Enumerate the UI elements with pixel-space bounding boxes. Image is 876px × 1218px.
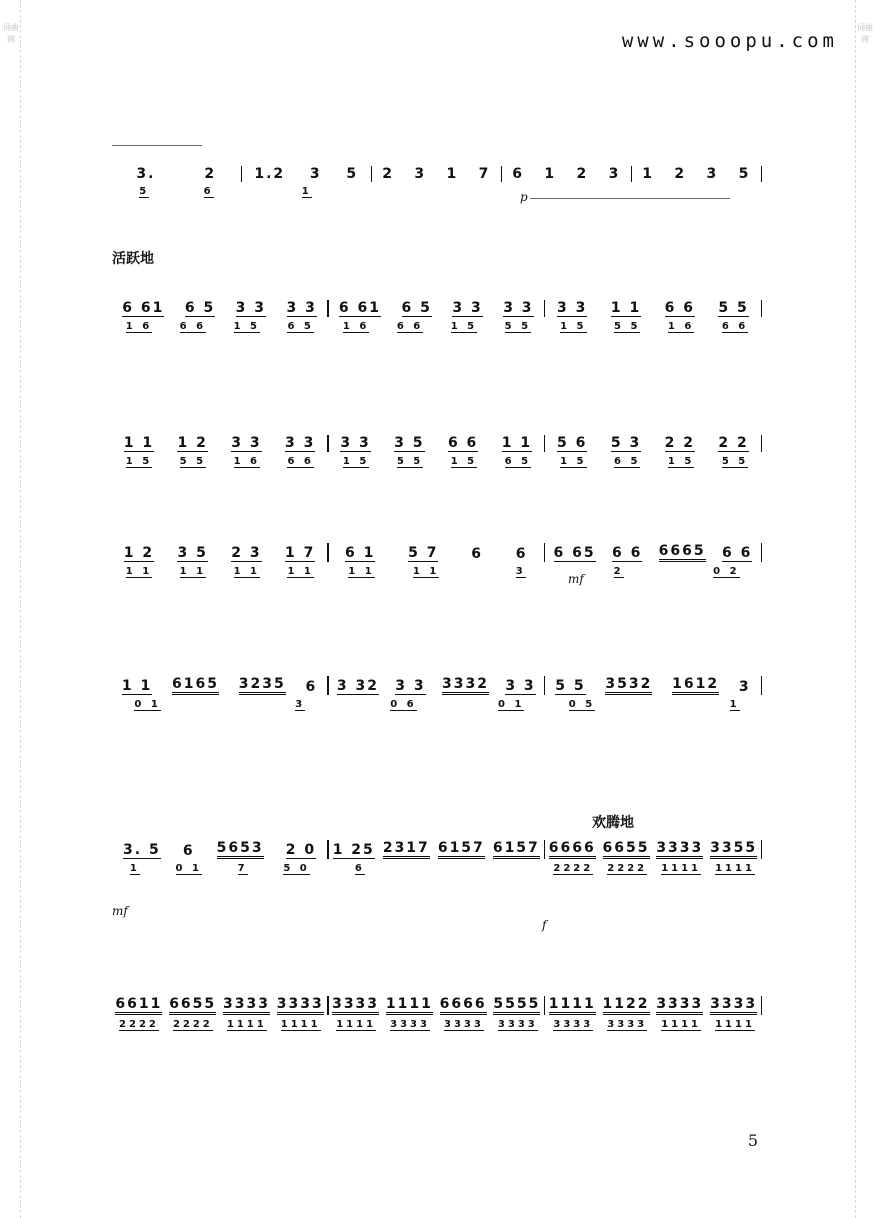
melody-note: 6157	[493, 840, 540, 859]
bass-note: 5 5	[396, 456, 424, 467]
bass-note: 1111	[715, 1019, 755, 1030]
melody-note: 2 0	[285, 842, 317, 858]
melody-note: 7	[478, 166, 491, 182]
melody-note: 3 3	[395, 678, 426, 694]
bass-measure	[329, 321, 545, 333]
melody-note: 6157	[438, 840, 485, 859]
bass-row	[112, 1019, 762, 1031]
barline	[761, 996, 763, 1015]
melody-row	[112, 543, 762, 562]
bass-measure	[242, 186, 371, 198]
site-url-watermark: www.sooopu.com	[621, 30, 838, 52]
melody-line	[112, 993, 762, 1015]
melody-note: 1 7	[285, 545, 316, 561]
bass-line	[112, 863, 762, 883]
measure	[545, 300, 760, 317]
bass-note: 5 5	[504, 321, 532, 332]
melody-note: 3333	[277, 996, 324, 1015]
top-rule	[112, 145, 202, 146]
bass-note: 0 1	[134, 699, 161, 710]
bass-note: 1 6	[125, 321, 153, 332]
melody-note: 1122	[603, 996, 650, 1015]
system-1	[112, 160, 762, 206]
system-5	[112, 673, 762, 719]
bass-note: 1111	[226, 1019, 267, 1030]
bass-note: 5 5	[179, 456, 207, 467]
melody-note: 6666	[549, 840, 596, 859]
bass-measure	[546, 699, 762, 711]
melody-note: 3 3	[235, 300, 267, 316]
measure	[329, 545, 544, 562]
measure	[329, 996, 544, 1015]
melody-row	[112, 676, 762, 695]
bass-measure	[546, 566, 762, 578]
bass-row	[112, 186, 762, 198]
melody-note: 2 2	[664, 435, 695, 451]
melody-note: 6 5	[401, 300, 432, 316]
melody-note: 5	[738, 166, 751, 182]
system-4	[112, 540, 762, 586]
melody-note: 1	[446, 166, 459, 182]
bass-note: 0 6	[390, 699, 417, 710]
bass-note: 2222	[607, 863, 648, 874]
melody-note: 6 6	[447, 435, 479, 451]
bass-note: 2222	[553, 863, 594, 874]
measure	[545, 435, 760, 452]
melody-note: 2	[204, 166, 217, 182]
melody-note: 1111	[549, 996, 596, 1015]
measure	[545, 543, 760, 562]
bass-note: 6 6	[396, 321, 424, 332]
barline	[761, 300, 763, 317]
melody-note: 3 32	[336, 678, 379, 694]
melody-note: 3	[608, 166, 621, 182]
melody-note: 3 3	[285, 435, 316, 451]
melody-note: 3 3	[231, 435, 262, 451]
melody-note: 2	[674, 166, 687, 182]
page-number: 5	[747, 1131, 758, 1150]
melody-note: 6	[182, 843, 195, 859]
bass-note: 1	[129, 863, 140, 874]
barline	[761, 676, 763, 695]
melody-note: 6	[305, 679, 318, 695]
bass-row	[112, 863, 762, 875]
bass-note: 7	[237, 863, 248, 874]
melody-note: 3 3	[452, 300, 483, 316]
melody-note: 3 3	[505, 678, 536, 694]
bass-note: 1 1	[412, 566, 440, 577]
bass-note: 1111	[661, 1019, 702, 1030]
measure	[112, 840, 327, 859]
melody-note: 1 1	[501, 435, 533, 451]
watermark-glyphs: 词曲网	[857, 23, 873, 44]
melody-row	[112, 996, 762, 1015]
melody-note: 3	[738, 679, 751, 695]
melody-note: 6611	[115, 996, 162, 1015]
melody-note: 3. 5	[123, 842, 161, 858]
melody-note: 5653	[217, 840, 264, 859]
melody-note: 6 6	[611, 545, 643, 561]
bass-note: 2222	[119, 1019, 159, 1030]
melody-note: 2	[576, 166, 589, 182]
bass-line	[112, 699, 762, 719]
melody-note: 1 1	[121, 678, 153, 694]
bass-note: 0 1	[175, 863, 202, 874]
barline	[761, 840, 763, 859]
bass-note: 1 5	[342, 456, 370, 467]
left-watermark-strip	[2, 0, 21, 1218]
measure	[112, 166, 241, 182]
bass-note: 3	[515, 566, 526, 577]
bass-measure	[546, 456, 762, 468]
bass-measure	[112, 863, 328, 875]
dynamic-marking-p: p	[520, 190, 528, 204]
melody-note: 1 2	[177, 435, 208, 451]
bass-note: 1	[729, 699, 740, 710]
melody-note: 6666	[440, 996, 487, 1015]
bass-note: 1 1	[233, 566, 260, 577]
dynamic-marking-mf: mf	[112, 904, 128, 918]
melody-note: 5 6	[557, 435, 588, 451]
measure	[329, 300, 544, 317]
measure	[242, 166, 371, 182]
bass-measure	[329, 699, 545, 711]
section-label-jubilant: 欢腾地	[592, 815, 634, 831]
melody-note: 3333	[656, 996, 703, 1015]
melody-line	[112, 673, 762, 695]
bass-note: 1 5	[667, 456, 695, 467]
melody-note: 3 3	[286, 300, 317, 316]
bass-note: 1 1	[125, 566, 153, 577]
measure	[329, 840, 544, 859]
measure	[112, 545, 327, 562]
melody-line	[112, 430, 762, 452]
melody-note: 3355	[710, 840, 757, 859]
melody-note: 6165	[172, 676, 219, 695]
barline	[761, 435, 763, 452]
melody-note: 1 1	[123, 435, 155, 451]
melody-note: 3	[414, 166, 427, 182]
bass-row	[112, 321, 762, 333]
bass-note: 1 6	[342, 321, 370, 332]
melody-note: 6 6	[721, 545, 753, 561]
melody-note: 6655	[603, 840, 650, 859]
bass-note: 3333	[444, 1019, 484, 1030]
melody-note: 3333	[332, 996, 379, 1015]
bass-measure	[112, 456, 328, 468]
melody-note: 3532	[605, 676, 652, 695]
melody-line	[112, 837, 762, 859]
bass-note: 1 6	[667, 321, 695, 332]
bass-note: 6	[354, 863, 365, 874]
bass-note: 6 6	[179, 321, 207, 332]
bass-measure	[112, 321, 328, 333]
measure	[545, 996, 760, 1015]
bass-note: 1 5	[450, 321, 478, 332]
bass-measure	[329, 1019, 545, 1031]
bass-note: 3333	[607, 1019, 648, 1030]
melody-note: 5 7	[408, 545, 439, 561]
measure	[632, 166, 761, 182]
bass-note: 6 6	[287, 456, 314, 467]
bass-note: 1 1	[179, 566, 207, 577]
melody-line	[112, 295, 762, 317]
measure	[112, 300, 327, 317]
melody-note: 3.	[136, 166, 156, 182]
bass-line	[112, 456, 762, 476]
melody-note: 3	[706, 166, 719, 182]
melody-note: 6665	[659, 543, 706, 562]
bass-row	[112, 456, 762, 468]
bass-note: 1 5	[450, 456, 478, 467]
bass-note: 1 5	[233, 321, 260, 332]
bass-measure	[329, 566, 545, 578]
bass-line	[112, 566, 762, 586]
bass-line	[112, 1019, 762, 1039]
melody-note: 3 3	[503, 300, 534, 316]
melody-note: 3332	[442, 676, 489, 695]
bass-line	[112, 186, 762, 206]
melody-note: 1	[642, 166, 654, 182]
melody-note: 5 5	[555, 678, 586, 694]
melody-note: 1612	[672, 676, 719, 695]
measure	[372, 166, 501, 182]
right-watermark-strip	[855, 0, 874, 1218]
bass-note: 1 1	[348, 566, 375, 577]
melody-row	[112, 300, 762, 317]
bass-note: 2222	[172, 1019, 213, 1030]
melody-note: 1.2	[254, 166, 286, 182]
bass-note: 3	[295, 699, 306, 710]
melody-note: 6 61	[122, 300, 165, 316]
melody-note: 1 1	[610, 300, 642, 316]
melody-row	[112, 166, 762, 182]
melody-note: 2 3	[231, 545, 262, 561]
bass-note: 2	[613, 566, 624, 577]
melody-note: 6	[471, 546, 483, 562]
melody-note: 3 3	[340, 435, 371, 451]
bass-row	[112, 566, 762, 578]
system-6	[112, 837, 762, 883]
bass-note: 3333	[390, 1019, 430, 1030]
melody-note: 3333	[710, 996, 757, 1015]
bass-note: 6 6	[721, 321, 749, 332]
melody-note: 3333	[656, 840, 703, 859]
bass-note: 1 5	[560, 456, 587, 467]
bass-line	[112, 321, 762, 341]
section-label-lively: 活跃地	[112, 251, 154, 267]
melody-note: 6 61	[338, 300, 382, 316]
bass-measure	[112, 1019, 328, 1031]
bass-note: 5 5	[721, 456, 749, 467]
melody-note: 3	[309, 166, 322, 182]
melody-note: 2	[382, 166, 394, 182]
bass-measure	[546, 863, 762, 875]
melody-note: 6	[512, 166, 524, 182]
melody-note: 5 3	[610, 435, 642, 451]
bass-note: 1 5	[125, 456, 153, 467]
bass-note: 1	[301, 186, 312, 197]
bass-measure	[112, 566, 328, 578]
melody-note: 3333	[223, 996, 270, 1015]
melody-note: 5	[346, 166, 359, 182]
measure	[545, 840, 760, 859]
bass-note: 1 6	[233, 456, 260, 467]
barline	[761, 543, 763, 562]
bass-note: 1111	[715, 863, 755, 874]
dynamic-marking-f: f	[542, 918, 547, 932]
bass-measure	[546, 321, 762, 333]
bass-note: 1 1	[287, 566, 314, 577]
measure	[112, 676, 327, 695]
bass-note: 1111	[661, 863, 702, 874]
bass-note: 0 5	[568, 699, 596, 710]
bass-note: 6 5	[614, 456, 641, 467]
melody-line	[112, 160, 762, 182]
bass-note: 6 5	[504, 456, 532, 467]
watermark-glyphs: 词曲网	[3, 23, 19, 44]
barline	[761, 166, 763, 182]
bass-note: 5 5	[614, 321, 641, 332]
measure	[329, 435, 544, 452]
melody-note: 3 5	[177, 545, 208, 561]
bass-note: 0 1	[498, 699, 525, 710]
melody-note: 2 2	[718, 435, 749, 451]
measure	[112, 996, 327, 1015]
bass-note: 5 0	[283, 863, 310, 874]
system-7	[112, 993, 762, 1039]
bass-measure	[329, 456, 545, 468]
bass-note: 1111	[336, 1019, 377, 1030]
bass-row	[112, 699, 762, 711]
melody-note: 1111	[386, 996, 433, 1015]
bass-note: 3333	[553, 1019, 594, 1030]
melody-note: 1 2	[123, 545, 155, 561]
melody-note: 3 3	[557, 300, 588, 316]
measure	[545, 676, 760, 695]
melody-note: 6 65	[553, 545, 596, 561]
bass-measure	[112, 699, 328, 711]
bass-note: 6	[203, 186, 214, 197]
melody-note: 5 5	[718, 300, 749, 316]
bass-note: 0 2	[713, 566, 740, 577]
measure	[329, 676, 544, 695]
melody-note: 3235	[239, 676, 286, 695]
melody-note: 1	[544, 166, 557, 182]
melody-note: 3 5	[394, 435, 425, 451]
melody-note: 6	[515, 546, 528, 562]
melody-note: 1 25	[332, 842, 375, 858]
melody-note: 5555	[493, 996, 540, 1015]
melody-line	[112, 540, 762, 562]
melody-note: 6655	[169, 996, 216, 1015]
dynamic-marking-mf: mf	[568, 572, 584, 586]
melody-note: 6 5	[184, 300, 216, 316]
measure	[502, 166, 631, 182]
bass-measure	[112, 186, 241, 198]
bass-note: 1111	[280, 1019, 321, 1030]
bass-note: 1 5	[560, 321, 587, 332]
melody-row	[112, 435, 762, 452]
bass-note: 3333	[497, 1019, 538, 1030]
melody-note: 6 6	[664, 300, 695, 316]
bass-note: 6 5	[287, 321, 314, 332]
melody-row	[112, 840, 762, 859]
bass-measure	[546, 1019, 762, 1031]
system-3	[112, 430, 762, 476]
melody-note: 2317	[383, 840, 430, 859]
system-2	[112, 295, 762, 341]
measure	[112, 435, 327, 452]
bass-note: 5	[139, 186, 150, 197]
melody-note: 6 1	[345, 545, 376, 561]
bass-measure	[329, 863, 545, 875]
